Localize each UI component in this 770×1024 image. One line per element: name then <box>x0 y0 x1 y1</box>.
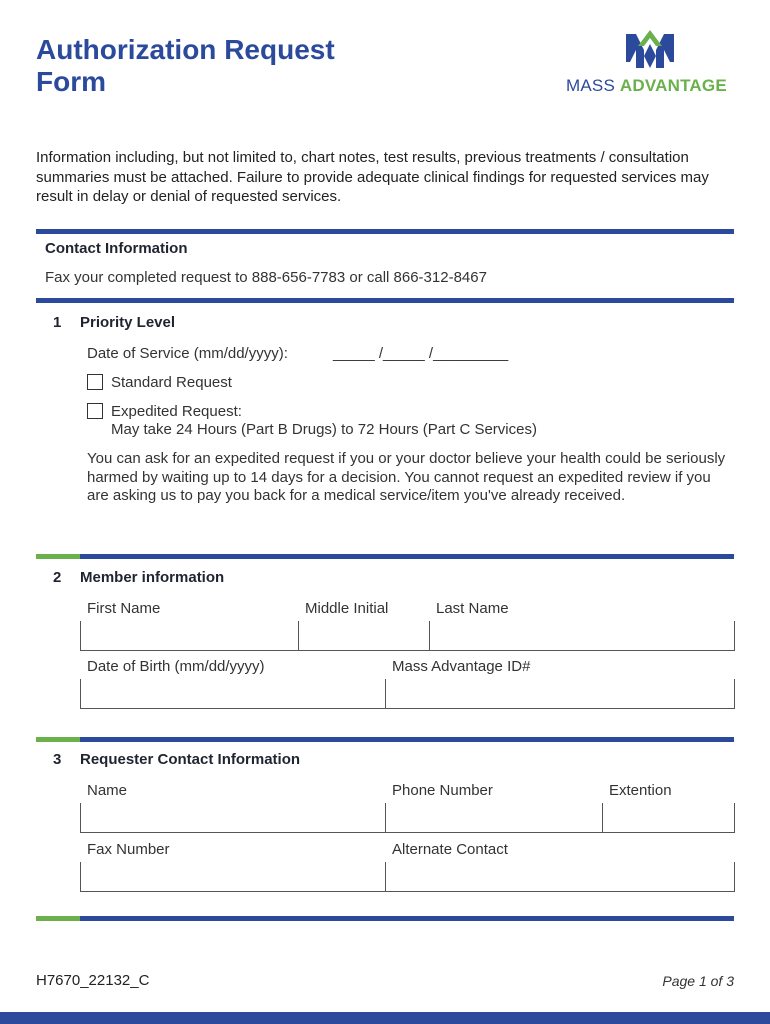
expedited-request-detail: May take 24 Hours (Part B Drugs) to 72 Hours (Part C Services) <box>111 421 537 438</box>
requester-contact-heading: Requester Contact Information <box>80 751 301 768</box>
section-divider <box>36 554 734 559</box>
section-divider <box>36 737 734 742</box>
section-divider <box>36 298 734 303</box>
date-of-birth-label: Date of Birth (mm/dd/yyyy) <box>87 658 265 675</box>
member-information-heading: Member information <box>80 569 225 586</box>
alternate-contact-label: Alternate Contact <box>392 841 508 858</box>
last-name-label: Last Name <box>436 600 509 617</box>
expedited-note: You can ask for an expedited request if you or your doctor believe your health could be seriously harmed by waiting up to 14 days for a decision. You cannot request an expedited review if you are asking us to pay you back for a medical service/item you've already received. <box>87 450 726 504</box>
date-of-service-label: Date of Service (mm/dd/yyyy): <box>87 345 288 362</box>
middle-initial-field[interactable] <box>298 621 430 651</box>
intro-paragraph: Information including, but not limited to, chart notes, test results, previous treatments / consultation summaries must be attached. Failure to provide adequate clinical findings for requested services may result in delay or denial of requested services. <box>36 149 709 205</box>
priority-level-heading: Priority Level <box>80 314 176 331</box>
section-divider <box>36 916 734 921</box>
mountain-logo-icon <box>622 30 678 72</box>
section-number: 1 <box>53 314 62 331</box>
requester-name-label: Name <box>87 782 128 799</box>
phone-number-field[interactable] <box>385 803 603 833</box>
middle-initial-label: Middle Initial <box>305 600 389 617</box>
requester-name-field[interactable] <box>80 803 386 833</box>
phone-number-label: Phone Number <box>392 782 493 799</box>
fax-number-field[interactable] <box>80 862 386 892</box>
logo-word-mass: MASS <box>566 76 615 95</box>
first-name-field[interactable] <box>80 621 299 651</box>
bottom-band <box>0 1012 770 1024</box>
section-divider <box>36 229 734 234</box>
contact-instructions: Fax your completed request to 888-656-7783 or call 866-312-8467 <box>45 269 487 286</box>
alternate-contact-field[interactable] <box>385 862 735 892</box>
section-number: 3 <box>53 751 62 768</box>
title-line-1: Authorization Request <box>36 34 335 65</box>
member-id-label: Mass Advantage ID# <box>392 658 531 675</box>
first-name-label: First Name <box>87 600 161 617</box>
extension-field[interactable] <box>602 803 735 833</box>
date-of-birth-field[interactable] <box>80 679 386 709</box>
contact-heading: Contact Information <box>45 240 188 257</box>
standard-request-label: Standard Request <box>111 374 232 391</box>
section-number: 2 <box>53 569 62 586</box>
page-number: Page 1 of 3 <box>662 973 734 989</box>
last-name-field[interactable] <box>429 621 735 651</box>
expedited-request-checkbox[interactable] <box>87 403 103 419</box>
date-of-service-input[interactable]: _____ /_____ /_________ <box>333 345 509 362</box>
form-code: H7670_22132_C <box>36 972 150 989</box>
form-title <box>36 34 416 98</box>
member-id-field[interactable] <box>385 679 735 709</box>
standard-request-checkbox[interactable] <box>87 374 103 390</box>
mass-advantage-logo <box>566 30 736 96</box>
title-line-2: Form <box>36 66 106 97</box>
logo-wordmark <box>566 76 727 96</box>
fax-number-label: Fax Number <box>87 841 170 858</box>
extension-label: Extention <box>609 782 672 799</box>
logo-word-advantage: ADVANTAGE <box>619 76 727 95</box>
expedited-request-label: Expedited Request: <box>111 403 242 420</box>
